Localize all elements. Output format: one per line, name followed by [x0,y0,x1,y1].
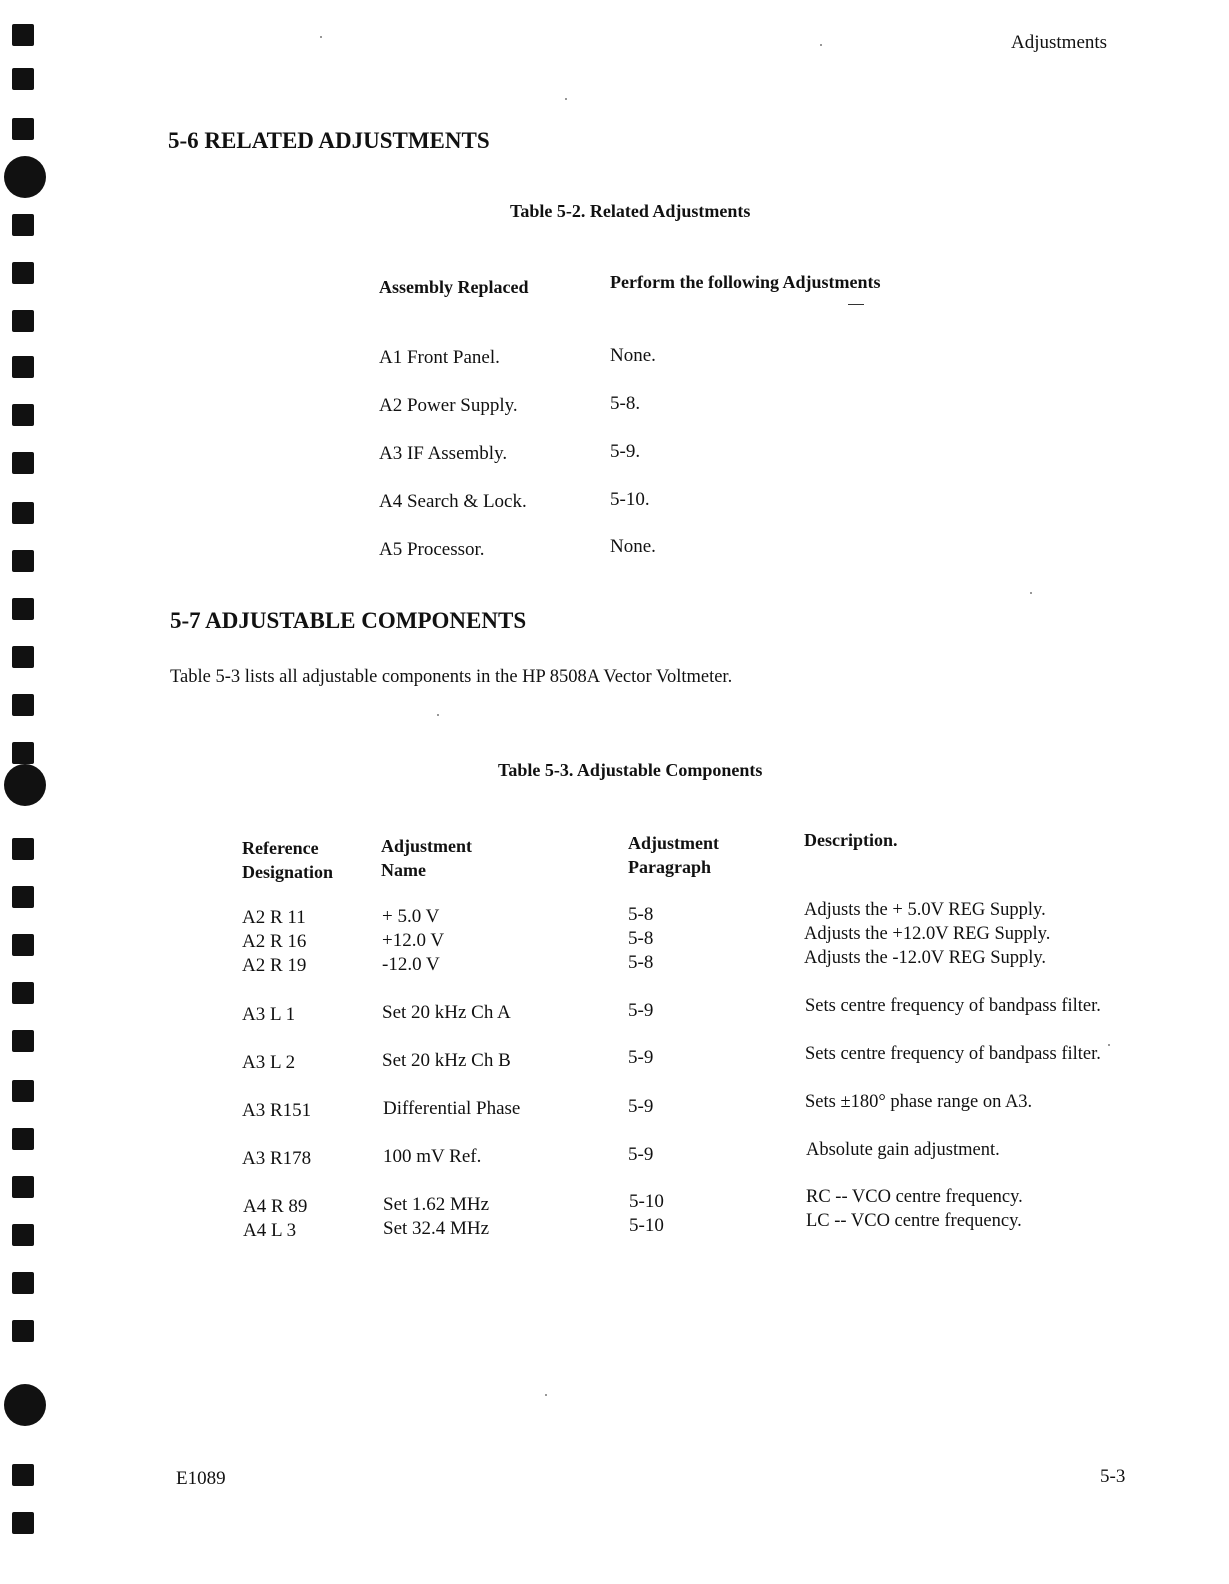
description-cell: Sets ±180° phase range on A3. [805,1092,1033,1112]
binder-hole [12,886,34,908]
binder-hole [12,1464,34,1486]
paragraph-cell: 5-8 [628,904,654,925]
reference-cell: A3 R178 [242,1148,312,1169]
assembly-cell: A3 IF Assembly. [379,443,508,464]
description-cell: LC -- VCO centre frequency. [806,1211,1022,1231]
col-header-paragraph [628,831,719,879]
paragraph-cell: 5-10 [629,1215,664,1236]
reference-cell: A3 R151 [242,1100,312,1121]
section-5-6-heading: 5-6 RELATED ADJUSTMENTS [168,128,490,153]
adjustment-cell: None. [610,536,656,557]
binder-hole [12,1512,34,1534]
description-cell: Sets centre frequency of bandpass filter. [805,996,1101,1016]
header-line: Description. [804,830,898,850]
scan-speck [545,1394,547,1396]
adjustment-cell: 5-9. [610,441,641,462]
description-cell: Absolute gain adjustment. [806,1140,1000,1160]
paragraph-cell: 5-10 [629,1191,664,1212]
binder-hole [12,982,34,1004]
name-cell: Set 32.4 MHz [383,1218,490,1239]
assembly-cell: A1 Front Panel. [379,347,500,368]
description-cell: Adjusts the + 5.0V REG Supply. [804,900,1046,920]
binder-hole [12,1080,34,1102]
scan-speck [1108,1044,1110,1046]
binder-hole [12,262,34,284]
binder-hole [12,404,34,426]
paragraph-cell: 5-9 [628,1096,654,1117]
binder-hole [12,68,34,90]
reference-cell: A3 L 2 [242,1052,296,1073]
scan-speck [1030,592,1032,594]
name-cell: Set 20 kHz Ch A [382,1002,511,1023]
binder-hole [12,1272,34,1294]
description-cell: RC -- VCO centre frequency. [806,1187,1023,1207]
binder-hole [12,934,34,956]
header-line: Adjustment [381,836,473,856]
scan-speck [820,44,822,46]
adjustment-cell: 5-10. [610,489,650,510]
binder-hole [12,356,34,378]
reference-cell: A2 R 16 [242,931,307,952]
binder-hole [12,550,34,572]
reference-cell: A2 R 11 [242,907,306,928]
binder-hole [12,646,34,668]
binder-hole [12,1176,34,1198]
binder-hole [12,452,34,474]
description-cell: Adjusts the +12.0V REG Supply. [804,924,1051,944]
table-5-2-caption: Table 5-2. Related Adjustments [510,201,751,221]
paragraph-cell: 5-9 [628,1144,654,1165]
binder-ring [4,156,46,198]
scan-speck [565,98,567,100]
binder-hole [12,1128,34,1150]
binder-hole [12,838,34,860]
binder-ring [4,1384,46,1426]
reference-cell: A2 R 19 [242,955,307,976]
binder-hole [12,24,34,46]
header-line: Name [381,860,426,880]
binder-hole [12,502,34,524]
col-header-adjustments: Perform the following Adjustments [610,272,881,292]
binder-hole [12,598,34,620]
assembly-cell: A4 Search & Lock. [379,491,527,512]
adjustment-cell: None. [610,345,656,366]
scan-speck [320,36,322,38]
running-head: Adjustments [1011,32,1108,53]
header-underline [848,304,864,305]
header-line: Paragraph [628,857,711,877]
header-line: Designation [242,862,334,882]
binder-hole [12,310,34,332]
name-cell: -12.0 V [382,954,440,975]
name-cell: 100 mV Ref. [383,1146,482,1167]
binder-hole [12,214,34,236]
paragraph-cell: 5-8 [628,952,654,973]
assembly-cell: A2 Power Supply. [379,395,518,416]
col-header-assembly: Assembly Replaced [379,277,529,297]
name-cell: Set 20 kHz Ch B [382,1050,511,1071]
binder-hole [12,1030,34,1052]
name-cell: Differential Phase [383,1098,521,1119]
header-line: Adjustment [628,833,720,853]
paragraph-cell: 5-9 [628,1000,654,1021]
footer-doc-id: E1089 [176,1468,226,1489]
name-cell: Set 1.62 MHz [383,1194,490,1215]
adjustment-cell: 5-8. [610,393,641,414]
scan-speck [437,714,439,716]
col-header-adjustment-name [381,834,472,882]
binder-ring [4,764,46,806]
binder-hole [12,118,34,140]
section-5-7-intro: Table 5-3 lists all adjustable components in the HP 8508A Vector Voltmeter. [170,667,733,687]
binder-hole [12,1320,34,1342]
name-cell: + 5.0 V [382,906,440,927]
binder-hole [12,694,34,716]
binder-hole [12,742,34,764]
table-5-3-caption: Table 5-3. Adjustable Components [498,760,763,780]
binder-hole [12,1224,34,1246]
assembly-cell: A5 Processor. [379,539,485,560]
col-header-reference [242,836,333,884]
description-cell: Sets centre frequency of bandpass filter. [805,1044,1101,1064]
paragraph-cell: 5-8 [628,928,654,949]
reference-cell: A3 L 1 [242,1004,296,1025]
reference-cell: A4 L 3 [243,1220,297,1241]
footer-page-number: 5-3 [1100,1466,1126,1487]
reference-cell: A4 R 89 [243,1196,308,1217]
paragraph-cell: 5-9 [628,1047,654,1068]
header-line: Reference [242,838,319,858]
col-header-description [804,828,898,852]
section-5-7-heading: 5-7 ADJUSTABLE COMPONENTS [170,608,527,633]
description-cell: Adjusts the -12.0V REG Supply. [804,948,1047,968]
name-cell: +12.0 V [382,930,445,951]
